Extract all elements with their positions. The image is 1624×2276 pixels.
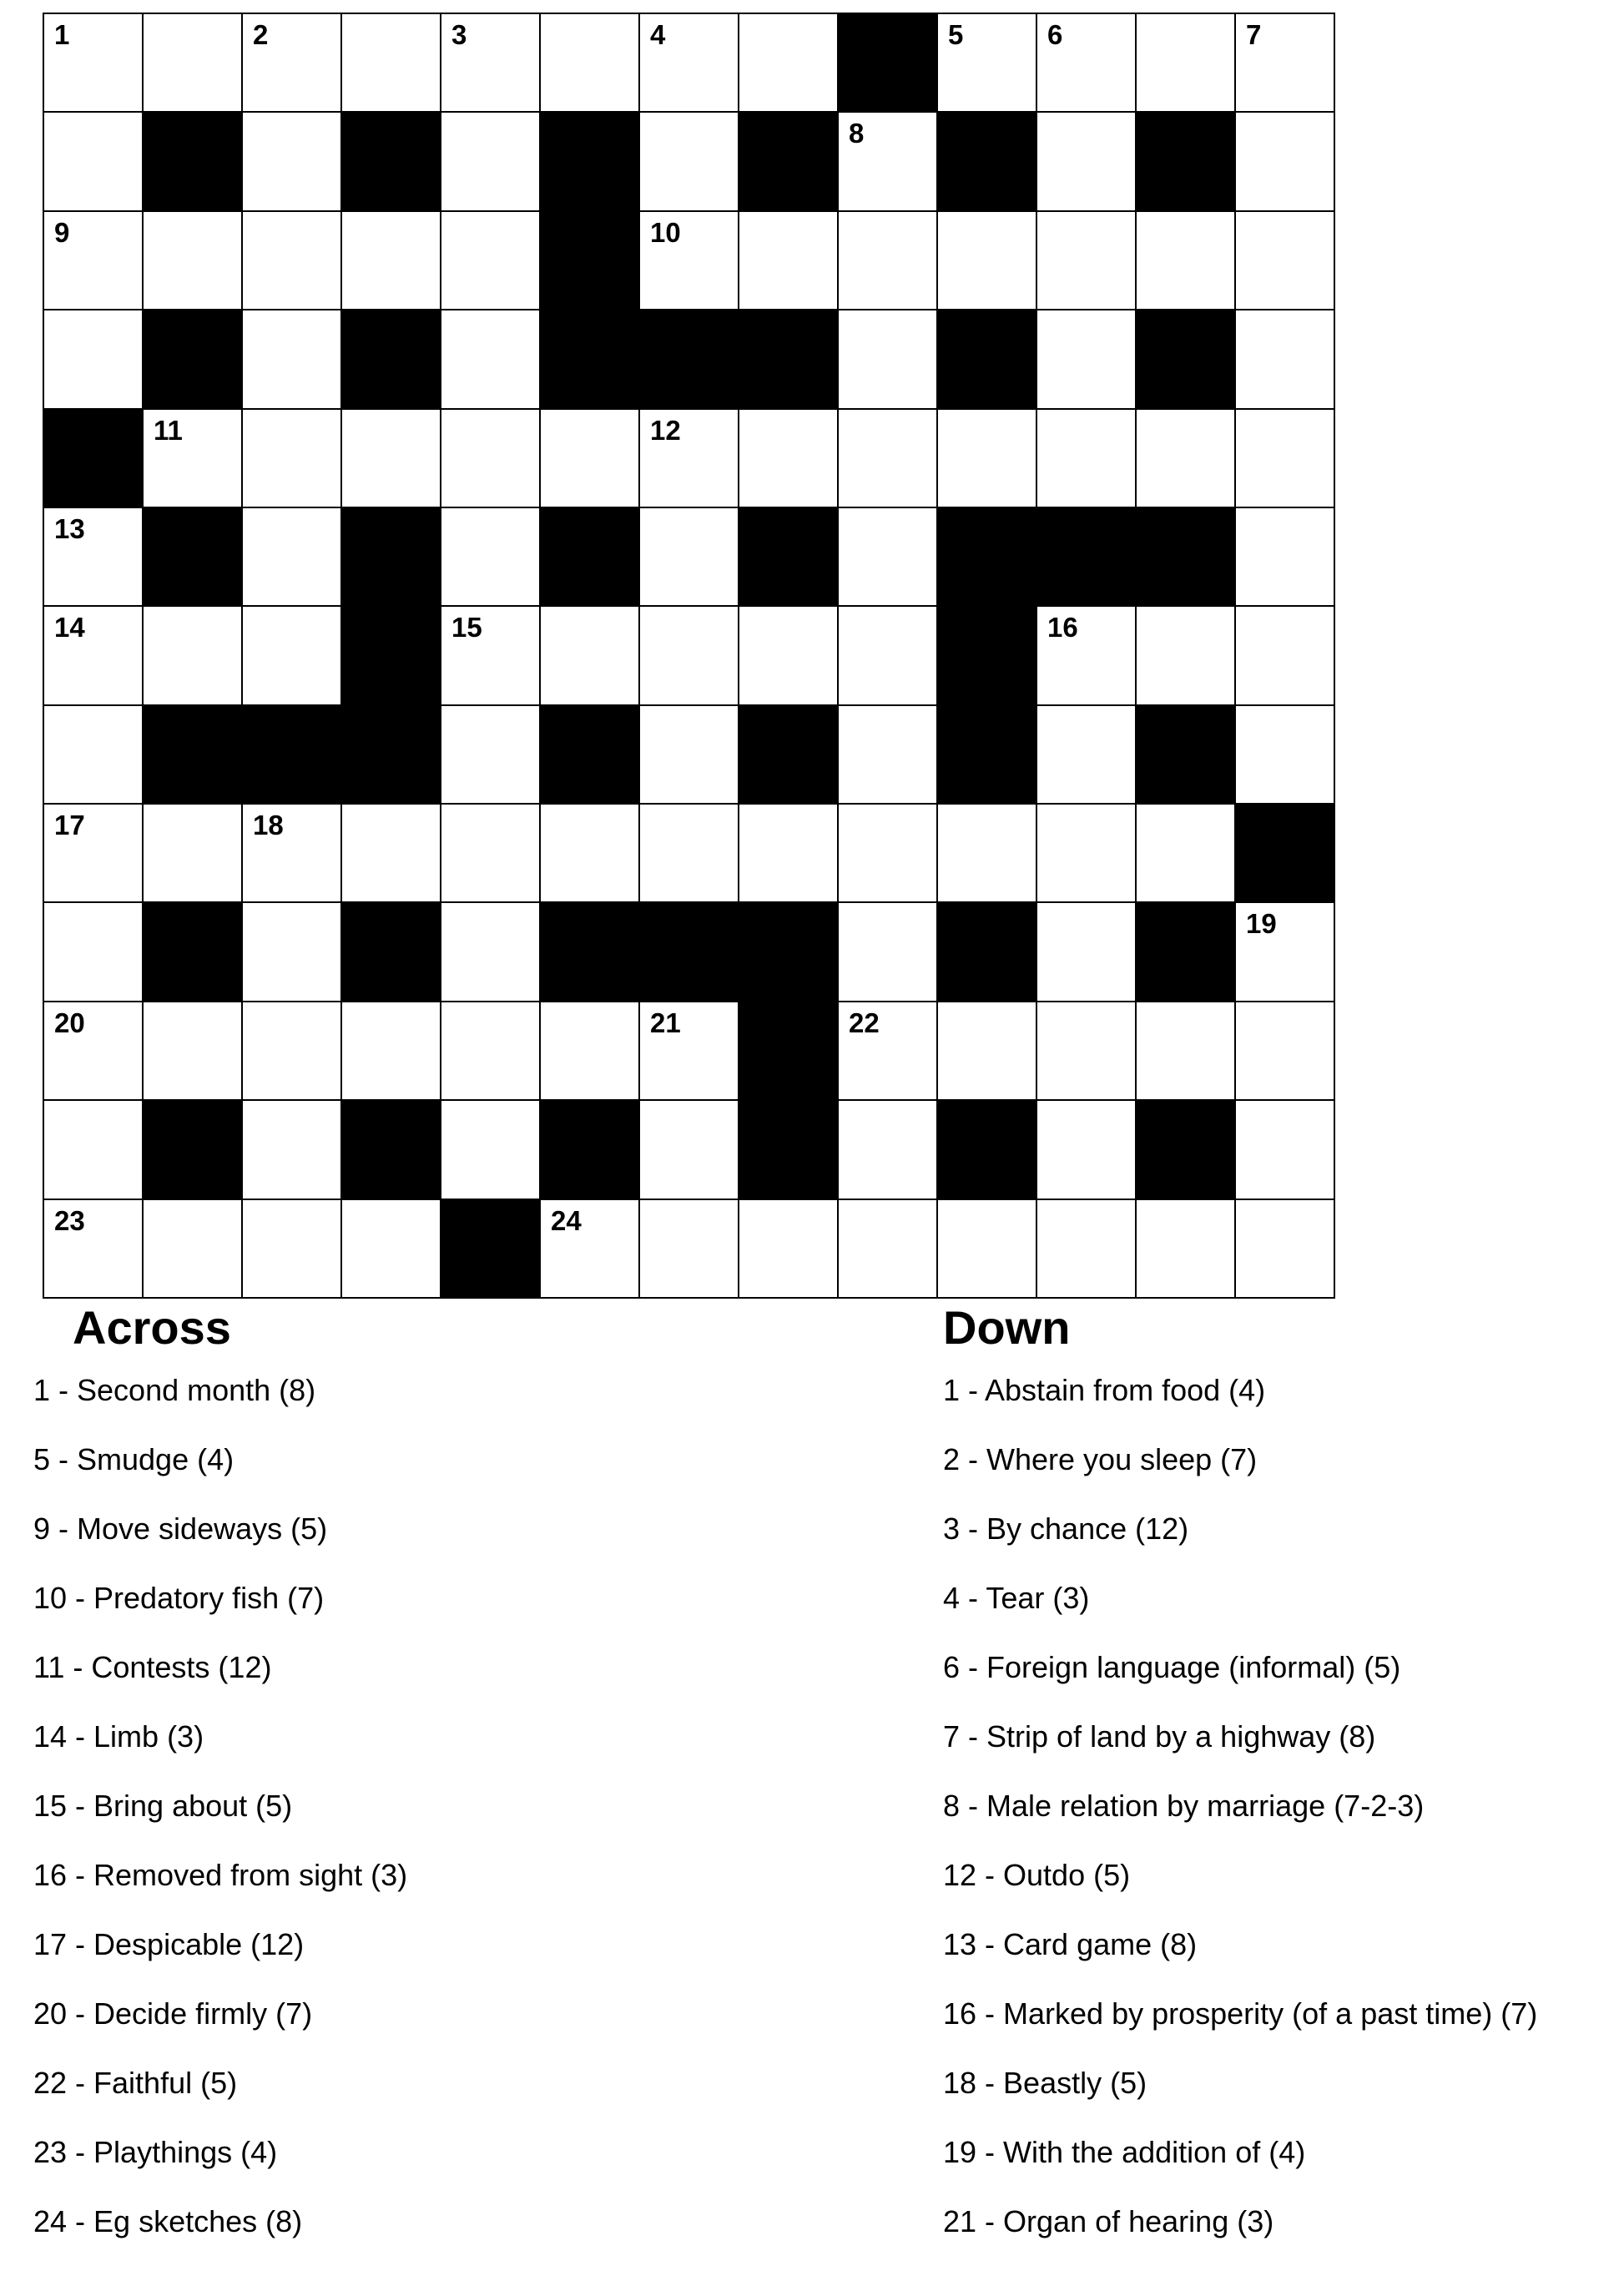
grid-cell[interactable] bbox=[243, 607, 342, 705]
grid-block bbox=[1137, 1101, 1236, 1199]
grid-block bbox=[938, 1101, 1037, 1199]
grid-cell[interactable] bbox=[739, 410, 839, 508]
grid-block bbox=[739, 1101, 839, 1199]
grid-block bbox=[739, 310, 839, 409]
grid-block bbox=[938, 508, 1037, 607]
grid-cell[interactable] bbox=[243, 410, 342, 508]
grid-cell[interactable] bbox=[839, 410, 938, 508]
grid-cell[interactable] bbox=[144, 410, 243, 508]
clue-number: 21 bbox=[650, 1007, 681, 1038]
grid-cell[interactable] bbox=[1236, 410, 1335, 508]
across-clue: 5 - Smudge (4) bbox=[33, 1442, 235, 1476]
clue-number: 5 bbox=[948, 19, 964, 50]
down-clue: 13 - Card game (8) bbox=[943, 1927, 1198, 1961]
grid-cell[interactable] bbox=[839, 508, 938, 607]
grid-cell[interactable] bbox=[640, 508, 739, 607]
clue-number: 19 bbox=[1246, 908, 1277, 940]
grid-cell[interactable] bbox=[1037, 1200, 1137, 1299]
grid-cell[interactable] bbox=[1037, 706, 1137, 805]
grid-cell[interactable] bbox=[1037, 310, 1137, 409]
clue-number: 13 bbox=[54, 512, 85, 544]
grid-block bbox=[1037, 508, 1137, 607]
across-clue: 15 - Bring about (5) bbox=[33, 1789, 293, 1823]
across-clue: 11 - Contests (12) bbox=[33, 1650, 272, 1684]
grid-cell[interactable] bbox=[1037, 113, 1137, 211]
clue-number: 20 bbox=[54, 1007, 85, 1038]
grid-block bbox=[938, 607, 1037, 705]
grid-block bbox=[342, 706, 441, 805]
across-clue: 9 - Move sideways (5) bbox=[33, 1511, 328, 1546]
grid-block bbox=[739, 706, 839, 805]
grid-block bbox=[739, 113, 839, 211]
grid-cell[interactable] bbox=[640, 706, 739, 805]
grid-block bbox=[640, 903, 739, 1002]
down-clue: 16 - Marked by prosperity (of a past time) (7) bbox=[943, 1996, 1538, 2031]
across-heading: Across bbox=[73, 1301, 231, 1354]
grid-cell[interactable] bbox=[640, 14, 739, 113]
grid-cell[interactable] bbox=[44, 113, 144, 211]
grid-cell[interactable] bbox=[144, 1200, 243, 1299]
grid-block bbox=[144, 1101, 243, 1199]
across-clue: 24 - Eg sketches (8) bbox=[33, 2204, 303, 2238]
grid-cell[interactable] bbox=[739, 14, 839, 113]
grid-cell[interactable] bbox=[640, 1200, 739, 1299]
grid-block bbox=[541, 212, 640, 310]
grid-cell[interactable] bbox=[1037, 14, 1137, 113]
grid-cell[interactable] bbox=[938, 212, 1037, 310]
across-clue: 23 - Playthings (4) bbox=[33, 2135, 278, 2169]
grid-cell[interactable] bbox=[640, 410, 739, 508]
clue-number: 17 bbox=[54, 810, 85, 841]
grid-cell[interactable] bbox=[441, 903, 541, 1002]
clue-number: 22 bbox=[849, 1007, 880, 1038]
clue-number: 16 bbox=[1047, 612, 1078, 643]
grid-cell[interactable] bbox=[1137, 1002, 1236, 1101]
grid-cell[interactable] bbox=[342, 14, 441, 113]
grid-cell[interactable] bbox=[441, 212, 541, 310]
grid-cell[interactable] bbox=[144, 1002, 243, 1101]
grid-block bbox=[1137, 508, 1236, 607]
grid-cell[interactable] bbox=[44, 706, 144, 805]
grid-cell[interactable] bbox=[144, 805, 243, 903]
grid-cell[interactable] bbox=[1236, 508, 1335, 607]
grid-cell[interactable] bbox=[938, 805, 1037, 903]
grid-cell[interactable] bbox=[640, 212, 739, 310]
grid-cell[interactable] bbox=[739, 607, 839, 705]
grid-cell[interactable] bbox=[541, 1002, 640, 1101]
grid-cell[interactable] bbox=[243, 1200, 342, 1299]
grid-cell[interactable] bbox=[1037, 1002, 1137, 1101]
grid-block bbox=[144, 706, 243, 805]
grid-cell[interactable] bbox=[441, 508, 541, 607]
grid-cell[interactable] bbox=[441, 805, 541, 903]
grid-cell[interactable] bbox=[1236, 1002, 1335, 1101]
grid-cell[interactable] bbox=[839, 1200, 938, 1299]
down-clue: 3 - By chance (12) bbox=[943, 1511, 1189, 1546]
grid-cell[interactable] bbox=[1037, 410, 1137, 508]
grid-block bbox=[342, 903, 441, 1002]
grid-cell[interactable] bbox=[144, 14, 243, 113]
clue-number: 10 bbox=[650, 216, 681, 248]
clue-number: 12 bbox=[650, 414, 681, 446]
grid-cell[interactable] bbox=[541, 14, 640, 113]
grid-block bbox=[342, 1101, 441, 1199]
grid-cell[interactable] bbox=[938, 14, 1037, 113]
grid-cell[interactable] bbox=[839, 113, 938, 211]
clue-number: 23 bbox=[54, 1204, 85, 1236]
grid-cell[interactable] bbox=[640, 607, 739, 705]
down-clue: 8 - Male relation by marriage (7-2-3) bbox=[943, 1789, 1425, 1823]
grid-block bbox=[144, 508, 243, 607]
grid-block bbox=[342, 508, 441, 607]
clue-number: 8 bbox=[849, 118, 865, 149]
grid-block bbox=[739, 1002, 839, 1101]
grid-cell[interactable] bbox=[1236, 14, 1335, 113]
grid-cell[interactable] bbox=[1037, 903, 1137, 1002]
grid-cell[interactable] bbox=[541, 607, 640, 705]
clue-number: 1 bbox=[54, 19, 70, 50]
grid-cell[interactable] bbox=[640, 1002, 739, 1101]
grid-block bbox=[938, 113, 1037, 211]
grid-cell[interactable] bbox=[342, 805, 441, 903]
across-clue: 16 - Removed from sight (3) bbox=[33, 1858, 408, 1892]
crossword-grid bbox=[43, 13, 1335, 1299]
grid-block bbox=[342, 607, 441, 705]
grid-cell[interactable] bbox=[938, 1200, 1037, 1299]
down-clue-list bbox=[943, 1375, 1537, 2276]
grid-cell[interactable] bbox=[640, 1101, 739, 1199]
grid-cell[interactable] bbox=[1236, 113, 1335, 211]
grid-block bbox=[1137, 113, 1236, 211]
grid-cell[interactable] bbox=[541, 805, 640, 903]
grid-cell[interactable] bbox=[44, 903, 144, 1002]
grid-cell[interactable] bbox=[839, 310, 938, 409]
down-clue: 18 - Beastly (5) bbox=[943, 2066, 1147, 2100]
grid-block bbox=[541, 113, 640, 211]
grid-cell[interactable] bbox=[1137, 212, 1236, 310]
grid-cell[interactable] bbox=[441, 706, 541, 805]
grid-cell[interactable] bbox=[938, 1002, 1037, 1101]
clue-number: 6 bbox=[1047, 19, 1063, 50]
down-clue: 6 - Foreign language (informal) (5) bbox=[943, 1650, 1401, 1684]
down-clue: 7 - Strip of land by a highway (8) bbox=[943, 1719, 1376, 1754]
grid-cell[interactable] bbox=[1236, 1101, 1335, 1199]
grid-cell[interactable] bbox=[839, 903, 938, 1002]
grid-cell[interactable] bbox=[342, 410, 441, 508]
down-clue: 1 - Abstain from food (4) bbox=[943, 1373, 1266, 1407]
down-clue: 12 - Outdo (5) bbox=[943, 1858, 1131, 1892]
grid-cell[interactable] bbox=[44, 310, 144, 409]
grid-cell[interactable] bbox=[441, 410, 541, 508]
grid-cell[interactable] bbox=[1236, 903, 1335, 1002]
clue-number: 4 bbox=[650, 19, 666, 50]
clue-number: 15 bbox=[451, 612, 482, 643]
grid-cell[interactable] bbox=[441, 14, 541, 113]
grid-cell[interactable] bbox=[441, 1002, 541, 1101]
grid-cell[interactable] bbox=[44, 212, 144, 310]
grid-block bbox=[938, 310, 1037, 409]
grid-block bbox=[839, 14, 938, 113]
grid-cell[interactable] bbox=[541, 1200, 640, 1299]
grid-cell[interactable] bbox=[1236, 310, 1335, 409]
down-clue: 21 - Organ of hearing (3) bbox=[943, 2204, 1274, 2238]
grid-block bbox=[541, 508, 640, 607]
grid-block bbox=[1137, 310, 1236, 409]
grid-cell[interactable] bbox=[739, 805, 839, 903]
grid-cell[interactable] bbox=[839, 1101, 938, 1199]
grid-cell[interactable] bbox=[640, 113, 739, 211]
grid-block bbox=[541, 706, 640, 805]
clue-number: 14 bbox=[54, 612, 85, 643]
grid-cell[interactable] bbox=[243, 113, 342, 211]
grid-cell[interactable] bbox=[839, 1002, 938, 1101]
across-clue: 17 - Despicable (12) bbox=[33, 1927, 305, 1961]
grid-cell[interactable] bbox=[1137, 410, 1236, 508]
grid-cell[interactable] bbox=[44, 14, 144, 113]
clue-number: 2 bbox=[253, 19, 269, 50]
grid-cell[interactable] bbox=[739, 1200, 839, 1299]
grid-cell[interactable] bbox=[1037, 212, 1137, 310]
grid-cell[interactable] bbox=[44, 1200, 144, 1299]
down-clue: 4 - Tear (3) bbox=[943, 1581, 1090, 1615]
grid-cell[interactable] bbox=[441, 113, 541, 211]
grid-block bbox=[541, 903, 640, 1002]
grid-cell[interactable] bbox=[441, 310, 541, 409]
grid-block bbox=[342, 113, 441, 211]
grid-block bbox=[541, 1101, 640, 1199]
across-clue: 22 - Faithful (5) bbox=[33, 2066, 238, 2100]
grid-cell[interactable] bbox=[839, 805, 938, 903]
grid-block bbox=[243, 706, 342, 805]
grid-cell[interactable] bbox=[839, 706, 938, 805]
grid-cell[interactable] bbox=[441, 1101, 541, 1199]
grid-cell[interactable] bbox=[144, 212, 243, 310]
grid-cell[interactable] bbox=[1037, 805, 1137, 903]
down-clue: 19 - With the addition of (4) bbox=[943, 2135, 1306, 2169]
across-clue: 14 - Limb (3) bbox=[33, 1719, 204, 1754]
clue-number: 11 bbox=[154, 414, 183, 446]
grid-cell[interactable] bbox=[1137, 805, 1236, 903]
grid-block bbox=[640, 310, 739, 409]
clue-number: 24 bbox=[551, 1204, 582, 1236]
clue-number: 7 bbox=[1246, 19, 1262, 50]
down-clue: 2 - Where you sleep (7) bbox=[943, 1442, 1258, 1476]
grid-cell[interactable] bbox=[243, 805, 342, 903]
clue-number: 9 bbox=[54, 216, 70, 248]
grid-cell[interactable] bbox=[243, 310, 342, 409]
grid-cell[interactable] bbox=[739, 212, 839, 310]
grid-cell[interactable] bbox=[541, 410, 640, 508]
down-heading: Down bbox=[943, 1301, 1071, 1354]
grid-cell[interactable] bbox=[1137, 14, 1236, 113]
grid-block bbox=[739, 903, 839, 1002]
grid-cell[interactable] bbox=[243, 903, 342, 1002]
clue-number: 3 bbox=[451, 19, 467, 50]
across-clue: 10 - Predatory fish (7) bbox=[33, 1581, 325, 1615]
grid-cell[interactable] bbox=[342, 1002, 441, 1101]
grid-cell[interactable] bbox=[1037, 607, 1137, 705]
grid-cell[interactable] bbox=[1236, 212, 1335, 310]
grid-block bbox=[144, 113, 243, 211]
clue-number: 18 bbox=[253, 810, 284, 841]
grid-block bbox=[938, 706, 1037, 805]
grid-block bbox=[541, 310, 640, 409]
grid-cell[interactable] bbox=[44, 1002, 144, 1101]
grid-cell[interactable] bbox=[243, 508, 342, 607]
grid-cell[interactable] bbox=[44, 607, 144, 705]
grid-cell[interactable] bbox=[839, 212, 938, 310]
grid-cell[interactable] bbox=[1236, 607, 1335, 705]
across-clue: 20 - Decide firmly (7) bbox=[33, 1996, 313, 2031]
grid-cell[interactable] bbox=[243, 1101, 342, 1199]
grid-cell[interactable] bbox=[243, 212, 342, 310]
grid-block bbox=[1236, 805, 1335, 903]
grid-block bbox=[1137, 706, 1236, 805]
grid-block bbox=[144, 310, 243, 409]
grid-cell[interactable] bbox=[342, 1200, 441, 1299]
grid-block bbox=[739, 508, 839, 607]
grid-block bbox=[938, 903, 1037, 1002]
grid-cell[interactable] bbox=[1037, 1101, 1137, 1199]
grid-cell[interactable] bbox=[243, 14, 342, 113]
grid-cell[interactable] bbox=[1137, 607, 1236, 705]
grid-cell[interactable] bbox=[839, 607, 938, 705]
grid-block bbox=[44, 410, 144, 508]
grid-block bbox=[144, 903, 243, 1002]
across-clue-list bbox=[33, 1375, 407, 2276]
grid-cell[interactable] bbox=[44, 508, 144, 607]
grid-cell[interactable] bbox=[640, 805, 739, 903]
grid-cell[interactable] bbox=[1236, 1200, 1335, 1299]
grid-cell[interactable] bbox=[1236, 706, 1335, 805]
grid-block bbox=[1137, 903, 1236, 1002]
grid-cell[interactable] bbox=[342, 212, 441, 310]
grid-cell[interactable] bbox=[144, 607, 243, 705]
grid-cell[interactable] bbox=[44, 1101, 144, 1199]
grid-cell[interactable] bbox=[938, 410, 1037, 508]
grid-cell[interactable] bbox=[441, 607, 541, 705]
grid-cell[interactable] bbox=[1137, 1200, 1236, 1299]
grid-block bbox=[441, 1200, 541, 1299]
grid-block bbox=[342, 310, 441, 409]
grid-cell[interactable] bbox=[243, 1002, 342, 1101]
grid-cell[interactable] bbox=[44, 805, 144, 903]
across-clue: 1 - Second month (8) bbox=[33, 1373, 316, 1407]
